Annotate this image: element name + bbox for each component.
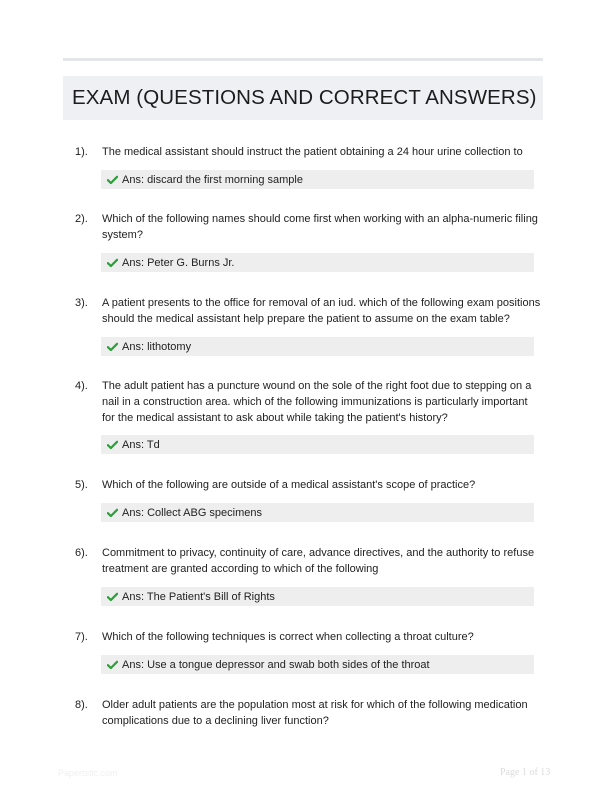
- answer-box: [101, 587, 534, 606]
- answer-text: Ans: lithotomy: [122, 340, 192, 353]
- answer-text: Ans: discard the first morning sample: [122, 173, 303, 186]
- check-icon: [107, 258, 118, 268]
- answer-box: [101, 337, 534, 356]
- page-number: Page 1 of 13: [500, 767, 551, 778]
- check-icon: [107, 660, 118, 670]
- answer-text: Ans: Use a tongue depressor and swab both sides of the throat: [122, 658, 430, 671]
- answer-box: [101, 503, 534, 522]
- question-text: A patient presents to the office for removal of an iud. which of the following exam positions should the medical assistant help prepare the patient to assume on the exam table?: [102, 297, 541, 325]
- question-number: 8).: [75, 699, 88, 711]
- check-icon: [107, 342, 118, 352]
- question-text: Which of the following techniques is correct when collecting a throat culture?: [102, 631, 474, 643]
- answer-box: [101, 253, 534, 272]
- answer-box: [101, 170, 534, 189]
- answer-text: Ans: Td: [122, 438, 160, 451]
- question-text: Commitment to privacy, continuity of care, advance directives, and the authority to refuse treatment are granted according to which of the following: [102, 547, 535, 575]
- question-text: The adult patient has a puncture wound on the sole of the right foot due to stepping on a nail in a construction area. which of the following immunizations is particularly important for the medical assistant to ask about while taking the patient's history?: [102, 380, 532, 424]
- question-number: 5).: [75, 479, 88, 491]
- answer-text: Ans: Peter G. Burns Jr.: [122, 256, 235, 269]
- question-number: 6).: [75, 547, 88, 559]
- answer-box: [101, 435, 534, 454]
- answer-text: Ans: The Patient's Bill of Rights: [122, 590, 275, 603]
- question-text: Which of the following are outside of a medical assistant's scope of practice?: [102, 479, 476, 491]
- answer-text: Ans: Collect ABG specimens: [122, 506, 263, 519]
- title-bar: [63, 76, 543, 120]
- question-number: 7).: [75, 631, 88, 643]
- check-icon: [107, 440, 118, 450]
- question-text: Which of the following names should come first when working with an alpha-numeric filing system?: [102, 213, 538, 241]
- question-number: 2).: [75, 213, 88, 225]
- page-title: EXAM (QUESTIONS AND CORRECT ANSWERS): [72, 86, 537, 109]
- check-icon: [107, 175, 118, 185]
- top-rule: [63, 58, 543, 61]
- question-number: 3).: [75, 297, 88, 309]
- check-icon: [107, 508, 118, 518]
- question-number: 4).: [75, 380, 88, 392]
- check-icon: [107, 592, 118, 602]
- question-number: 1).: [75, 146, 88, 158]
- question-text: The medical assistant should instruct the patient obtaining a 24 hour urine collection to: [102, 146, 523, 158]
- footer-watermark: Papertstic.com: [58, 768, 118, 778]
- question-text: Older adult patients are the population most at risk for which of the following medication complications due to a declining liver function?: [102, 699, 528, 727]
- answer-box: [101, 655, 534, 674]
